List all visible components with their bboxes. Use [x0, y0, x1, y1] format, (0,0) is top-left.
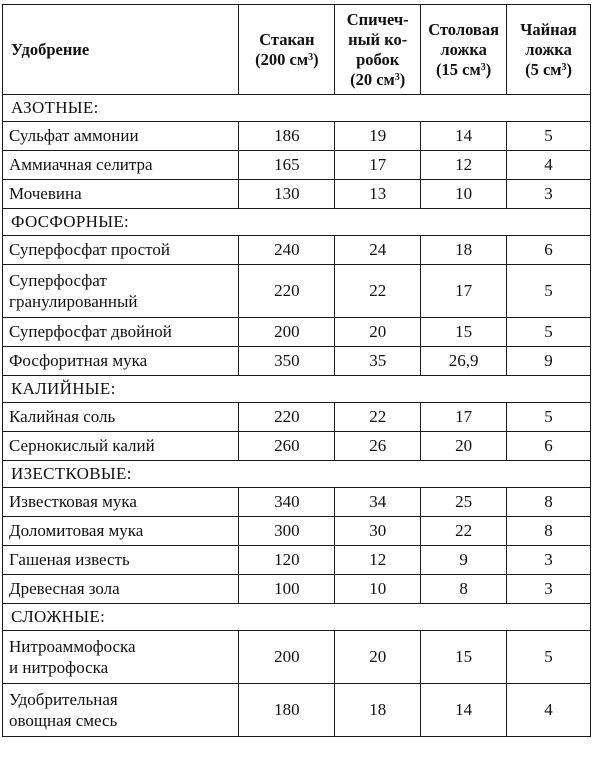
fertilizer-name: Калийная соль — [3, 403, 239, 432]
value-tablespoon: 12 — [421, 151, 507, 180]
category-label: СЛОЖНЫЕ: — [3, 604, 591, 631]
table-row — [3, 318, 591, 347]
table-row — [3, 517, 591, 546]
value-glass: 260 — [239, 432, 335, 461]
value-tablespoon: 25 — [421, 488, 507, 517]
value-glass: 300 — [239, 517, 335, 546]
value-teaspoon: 8 — [507, 488, 591, 517]
header-matchbox: Спичеч- ный ко- робок (20 $см^3$) — [335, 5, 421, 95]
table-row — [3, 631, 591, 684]
value-matchbox: 17 — [335, 151, 421, 180]
value-matchbox: 20 — [335, 631, 421, 684]
table-row — [3, 180, 591, 209]
value-tablespoon: 14 — [421, 122, 507, 151]
header-fertilizer: Удобрение — [3, 5, 239, 95]
value-teaspoon: 6 — [507, 432, 591, 461]
value-matchbox: 19 — [335, 122, 421, 151]
value-glass: 130 — [239, 180, 335, 209]
value-teaspoon: 5 — [507, 318, 591, 347]
value-teaspoon: 3 — [507, 546, 591, 575]
fertilizer-name: Доломитовая мука — [3, 517, 239, 546]
value-tablespoon: 15 — [421, 631, 507, 684]
value-glass: 220 — [239, 265, 335, 318]
value-teaspoon: 5 — [507, 403, 591, 432]
table-row — [3, 236, 591, 265]
table-row — [3, 684, 591, 737]
fertilizer-name: Гашеная известь — [3, 546, 239, 575]
value-matchbox: 10 — [335, 575, 421, 604]
value-matchbox: 34 — [335, 488, 421, 517]
value-tablespoon: 17 — [421, 265, 507, 318]
value-glass: 220 — [239, 403, 335, 432]
value-tablespoon: 18 — [421, 236, 507, 265]
value-matchbox: 26 — [335, 432, 421, 461]
table-row — [3, 432, 591, 461]
value-teaspoon: 3 — [507, 575, 591, 604]
fertilizer-table — [2, 4, 591, 737]
value-teaspoon: 5 — [507, 631, 591, 684]
value-tablespoon: 22 — [421, 517, 507, 546]
value-glass: 240 — [239, 236, 335, 265]
table-row — [3, 347, 591, 376]
value-glass: 120 — [239, 546, 335, 575]
value-tablespoon: 9 — [421, 546, 507, 575]
fertilizer-name: Сернокислый калий — [3, 432, 239, 461]
fertilizer-name: Удобрительная овощная смесь — [3, 684, 239, 737]
header-teaspoon: Чайная ложка (5 $см^3$) — [507, 5, 591, 95]
value-teaspoon: 3 — [507, 180, 591, 209]
value-tablespoon: 20 — [421, 432, 507, 461]
category-row — [3, 461, 591, 488]
table-row — [3, 122, 591, 151]
value-matchbox: 24 — [335, 236, 421, 265]
value-teaspoon: 5 — [507, 265, 591, 318]
table-row — [3, 265, 591, 318]
value-matchbox: 22 — [335, 265, 421, 318]
table-body — [3, 95, 591, 737]
fertilizer-name: Суперфосфат простой — [3, 236, 239, 265]
fertilizer-name: Суперфосфат гранулированный — [3, 265, 239, 318]
fertilizer-name: Фосфоритная мука — [3, 347, 239, 376]
value-teaspoon: 4 — [507, 151, 591, 180]
value-matchbox: 22 — [335, 403, 421, 432]
fertilizer-name: Аммиачная селитра — [3, 151, 239, 180]
value-tablespoon: 26,9 — [421, 347, 507, 376]
value-teaspoon: 6 — [507, 236, 591, 265]
value-glass: 340 — [239, 488, 335, 517]
value-teaspoon: 9 — [507, 347, 591, 376]
value-glass: 200 — [239, 631, 335, 684]
value-teaspoon: 4 — [507, 684, 591, 737]
value-glass: 186 — [239, 122, 335, 151]
value-tablespoon: 17 — [421, 403, 507, 432]
category-label: АЗОТНЫЕ: — [3, 95, 591, 122]
table-row — [3, 546, 591, 575]
table-header-row — [3, 5, 591, 95]
table-row — [3, 488, 591, 517]
value-tablespoon: 8 — [421, 575, 507, 604]
category-label: ИЗЕСТКОВЫЕ: — [3, 461, 591, 488]
value-glass: 180 — [239, 684, 335, 737]
header-glass: Стакан (200 $см^3$) — [239, 5, 335, 95]
fertilizer-name: Суперфосфат двойной — [3, 318, 239, 347]
fertilizer-name: Известковая мука — [3, 488, 239, 517]
value-tablespoon: 14 — [421, 684, 507, 737]
fertilizer-name: Древесная зола — [3, 575, 239, 604]
table-row — [3, 151, 591, 180]
fertilizer-name: Мочевина — [3, 180, 239, 209]
value-matchbox: 30 — [335, 517, 421, 546]
value-teaspoon: 5 — [507, 122, 591, 151]
category-row — [3, 376, 591, 403]
value-glass: 100 — [239, 575, 335, 604]
category-row — [3, 604, 591, 631]
table-row — [3, 575, 591, 604]
value-glass: 350 — [239, 347, 335, 376]
value-teaspoon: 8 — [507, 517, 591, 546]
category-label: ФОСФОРНЫЕ: — [3, 209, 591, 236]
header-tablespoon: Столовая ложка (15 $см^3$) — [421, 5, 507, 95]
category-row — [3, 209, 591, 236]
value-glass: 165 — [239, 151, 335, 180]
category-label: КАЛИЙНЫЕ: — [3, 376, 591, 403]
fertilizer-name: Нитроаммофоска и нитрофоска — [3, 631, 239, 684]
value-matchbox: 12 — [335, 546, 421, 575]
fertilizer-name: Сульфат аммонии — [3, 122, 239, 151]
value-glass: 200 — [239, 318, 335, 347]
value-matchbox: 18 — [335, 684, 421, 737]
value-tablespoon: 15 — [421, 318, 507, 347]
value-matchbox: 20 — [335, 318, 421, 347]
category-row — [3, 95, 591, 122]
value-matchbox: 13 — [335, 180, 421, 209]
value-matchbox: 35 — [335, 347, 421, 376]
value-tablespoon: 10 — [421, 180, 507, 209]
table-row — [3, 403, 591, 432]
